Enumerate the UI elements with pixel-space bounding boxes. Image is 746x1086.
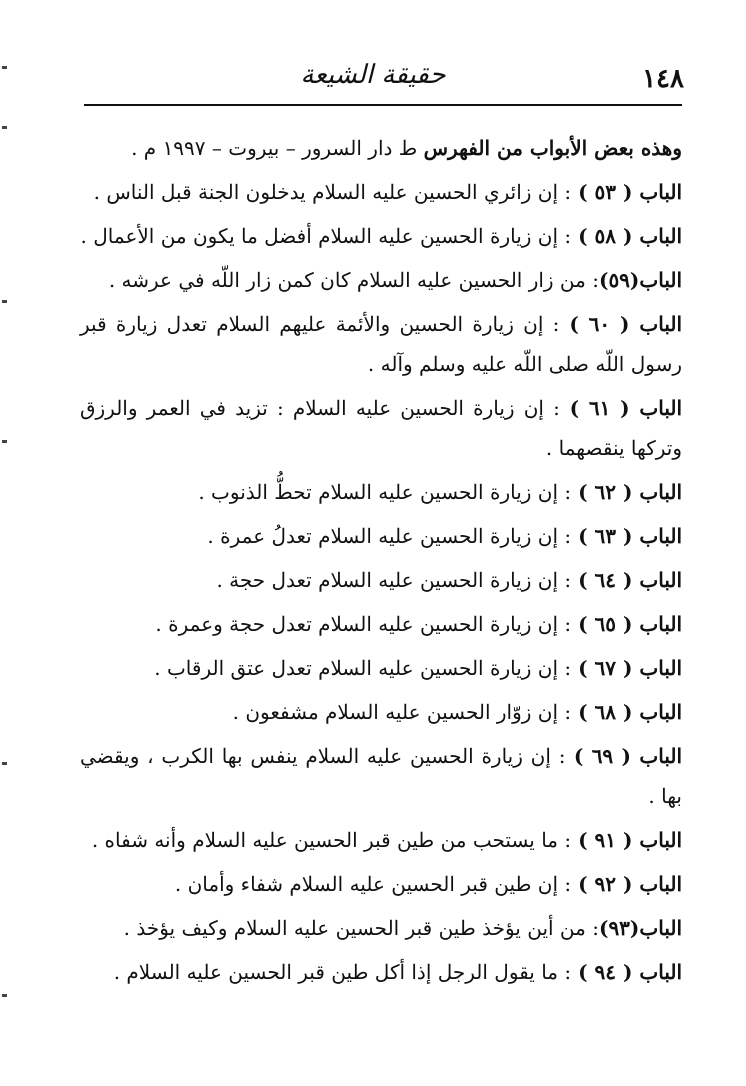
bab-number: ( ٦٧ ) xyxy=(571,656,640,680)
bab-label: الباب xyxy=(639,744,683,768)
bab-number: (٥٩) xyxy=(598,268,640,292)
bab-title: : من أين يؤخذ طين قبر الحسين عليه السلام وكيف يؤخذ . xyxy=(123,916,599,940)
bab-label: الباب xyxy=(639,568,682,592)
header-rule xyxy=(84,104,682,106)
intro-paragraph xyxy=(80,128,682,168)
bab-number: (٩٣) xyxy=(598,916,640,940)
bab-entry xyxy=(80,908,682,948)
bab-label: الباب xyxy=(639,224,682,248)
bab-title: : ما يستحب من طين قبر الحسين عليه السلام وأنه شفاه . xyxy=(91,828,572,852)
bab-label: الباب xyxy=(639,612,682,636)
bab-number: ( ٥٨ ) xyxy=(571,224,640,248)
bab-title: : إن زيارة الحسين عليه السلام تعدل حجة . xyxy=(216,568,572,592)
scan-edge-mark xyxy=(2,994,7,997)
bab-title: : إن زيارة الحسين عليه السلام تعدلُ عمرة . xyxy=(207,524,572,548)
bab-title: : إن زوّار الحسين عليه السلام مشفعون . xyxy=(232,700,572,724)
bab-number: ( ٦٠ ) xyxy=(559,312,640,336)
page-number: ١٤٨ xyxy=(642,64,684,94)
bab-number: ( ٦٩ ) xyxy=(565,744,640,768)
bab-number: ( ٦٣ ) xyxy=(571,524,640,548)
bab-number: ( ٦١ ) xyxy=(559,396,640,420)
bab-title: : إن طين قبر الحسين عليه السلام شفاء وأمان . xyxy=(174,872,572,896)
bab-number: ( ٩٢ ) xyxy=(571,872,640,896)
bab-entry xyxy=(80,172,682,212)
scan-edge-mark xyxy=(2,300,7,303)
bab-entry xyxy=(80,952,682,992)
bab-label: الباب xyxy=(639,656,682,680)
bab-number: ( ٩٤ ) xyxy=(571,960,640,984)
bab-title: : إن زيارة الحسين عليه السلام أفضل ما يكون من الأعمال . xyxy=(80,224,572,248)
scan-edge-mark xyxy=(2,762,7,765)
bab-title: : إن زيارة الحسين عليه السلام تعدل عتق الرقاب . xyxy=(154,656,572,680)
bab-entry xyxy=(80,736,682,816)
bab-label: الباب xyxy=(639,916,682,940)
bab-label: الباب xyxy=(639,872,682,896)
scan-edge-mark xyxy=(2,126,7,129)
bab-label: الباب xyxy=(639,700,682,724)
bab-title: : إن زيارة الحسين والأئمة عليهم السلام تعدل زيارة قبر رسول اللّه صلى اللّه عليه وسلم وآله . xyxy=(80,312,682,376)
bab-label: الباب xyxy=(639,480,682,504)
page-body xyxy=(80,128,682,996)
scan-edge-mark xyxy=(2,66,7,69)
bab-entry xyxy=(80,692,682,732)
bab-entry xyxy=(80,472,682,512)
bab-number: ( ٩١ ) xyxy=(571,828,640,852)
bab-number: ( ٦٥ ) xyxy=(571,612,640,636)
scan-edge-mark xyxy=(2,440,7,443)
bab-label: الباب xyxy=(639,828,682,852)
bab-entry xyxy=(80,648,682,688)
bab-label: الباب xyxy=(639,524,682,548)
bab-entry xyxy=(80,216,682,256)
bab-number: ( ٦٤ ) xyxy=(571,568,640,592)
bab-label: الباب xyxy=(639,268,682,292)
bab-label: الباب xyxy=(639,396,682,420)
bab-title: : إن زيارة الحسين عليه السلام تحطُّ الذنوب . xyxy=(198,480,572,504)
intro-publisher: ط دار السرور – بيروت – ١٩٩٧ م . xyxy=(131,136,424,160)
bab-entry xyxy=(80,820,682,860)
bab-entry xyxy=(80,304,682,384)
bab-label: الباب xyxy=(639,180,682,204)
bab-title: : إن زيارة الحسين عليه السلام تعدل حجة وعمرة . xyxy=(155,612,572,636)
bab-entry xyxy=(80,260,682,300)
bab-label: الباب xyxy=(639,312,683,336)
running-title: حقيقة الشيعة xyxy=(300,60,446,90)
bab-entry xyxy=(80,388,682,468)
bab-title: : إن زيارة الحسين عليه السلام ينفس بها الكرب ، ويقضي بها . xyxy=(80,744,682,808)
bab-entry xyxy=(80,516,682,556)
bab-title: : ما يقول الرجل إذا أكل طين قبر الحسين عليه السلام . xyxy=(113,960,572,984)
bab-entry xyxy=(80,604,682,644)
bab-title: : إن زيارة الحسين عليه السلام : تزيد في العمر والرزق وتركها ينقصهما . xyxy=(80,396,682,460)
bab-title: : إن زائري الحسين عليه السلام يدخلون الجنة قبل الناس . xyxy=(93,180,572,204)
bab-label: الباب xyxy=(639,960,682,984)
bab-entry xyxy=(80,864,682,904)
bab-number: ( ٦٨ ) xyxy=(571,700,640,724)
bab-entry xyxy=(80,560,682,600)
bab-number: ( ٦٢ ) xyxy=(571,480,640,504)
bab-number: ( ٥٣ ) xyxy=(571,180,640,204)
intro-lead: وهذه بعض الأبواب من الفهرس xyxy=(423,136,682,160)
bab-title: : من زار الحسين عليه السلام كان كمن زار اللّه في عرشه . xyxy=(108,268,599,292)
